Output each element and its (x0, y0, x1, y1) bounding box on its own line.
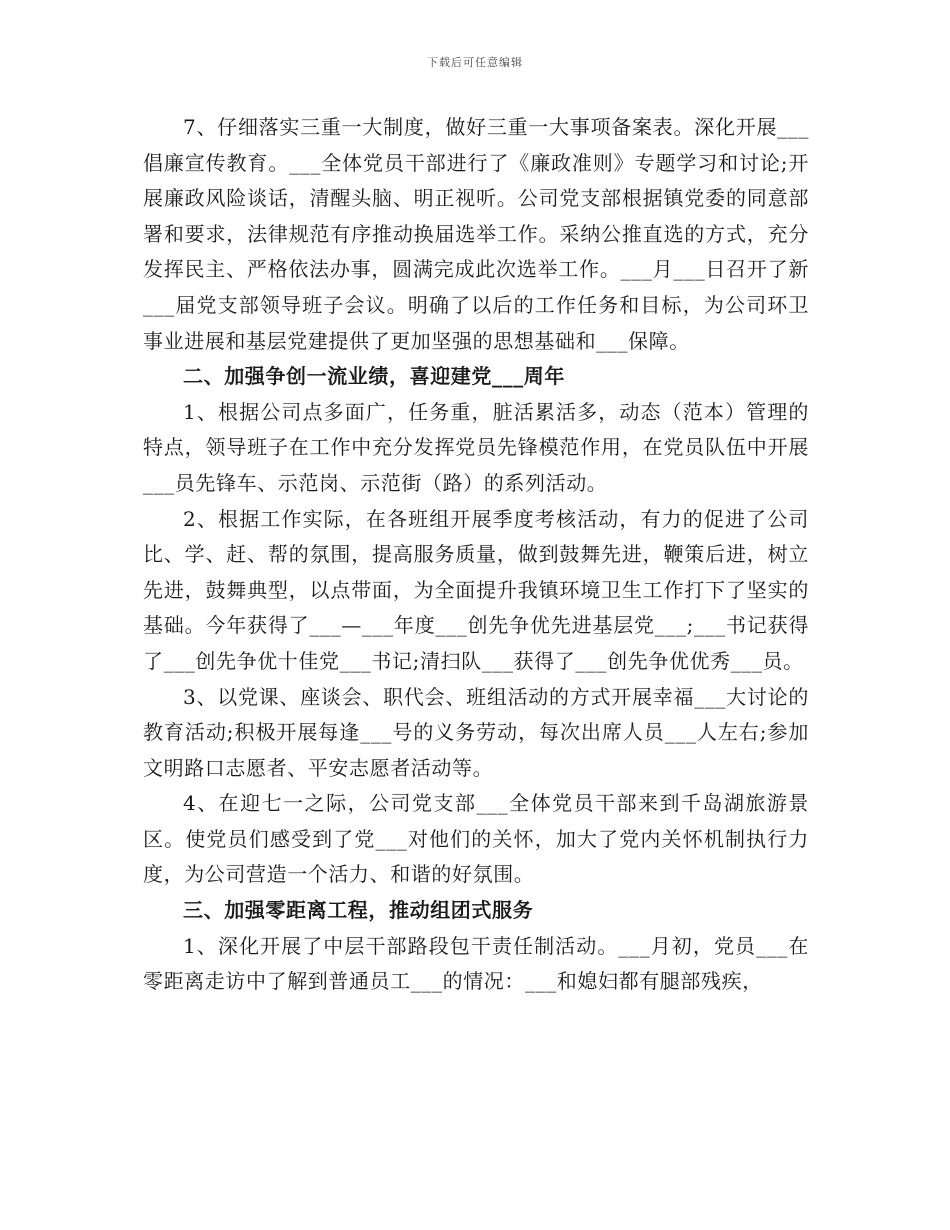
paragraph-item-7: 7、仔细落实三重一大制度，做好三重一大事项备案表。深化开展___倡廉宣传教育。___全体党员干部进行了《廉政准则》专题学习和讨论;开展廉政风险谈话，清醒头脑、明正视听。公司党支部根据镇党委的同意部署和要求，法律规范有序推动换届选举工作。采纳公推直选的方式，充分发挥民主、严格依法办事，圆满完成此次选举工作。___月___日召开了新___届党支部领导班子会议。明确了以后的工作任务和目标，为公司环卫事业进展和基层党建提供了更加坚强的思想基础和___保障。 (143, 115, 809, 353)
paragraph-2-4: 4、在迎七一之际，公司党支部___全体党员干部来到千岛湖旅游景区。使党员们感受到了党___对他们的关怀，加大了党内关怀机制执行力度，为公司营造一个活力、和谐的好氛围。 (143, 791, 809, 887)
section-heading-3: 三、加强零距离工程，推动组团式服务 (183, 898, 534, 923)
paragraph-2-3: 3、以党课、座谈会、职代会、班组活动的方式开展幸福___大讨论的教育活动;积极开展每逢___号的义务劳动，每次出席人员___人左右;参加文明路口志愿者、平安志愿者活动等。 (143, 684, 809, 780)
document-body (143, 110, 809, 1000)
paragraph-2-2: 2、根据工作实际，在各班组开展季度考核活动，有力的促进了公司比、学、赶、帮的氛围，提高服务质量，做到鼓舞先进，鞭策后进，树立先进，鼓舞典型，以点带面，为全面提升我镇环境卫生工作打下了坚实的基础。今年获得了___—___年度___创先争优先进基层党___;___书记获得了___创先争优十佳党___书记;清扫队___获得了___创先争优优秀___员。 (143, 506, 809, 673)
paragraph-3-1: 1、深化开展了中层干部路段包干责任制活动。___月初，党员___在零距离走访中了解到普通员工___的情况：___和媳妇都有腿部残疾， (143, 933, 809, 994)
section-heading-2: 二、加强争创一流业绩，喜迎建党___周年 (183, 364, 565, 389)
page-header: 下载后可任意编辑 (427, 56, 523, 69)
paragraph-2-1: 1、根据公司点多面广，任务重，脏活累活多，动态（范本）管理的特点，领导班子在工作中充分发挥党员先锋模范作用，在党员队伍中开展___员先锋车、示范岗、示范街（路）的系列活动。 (143, 399, 809, 495)
